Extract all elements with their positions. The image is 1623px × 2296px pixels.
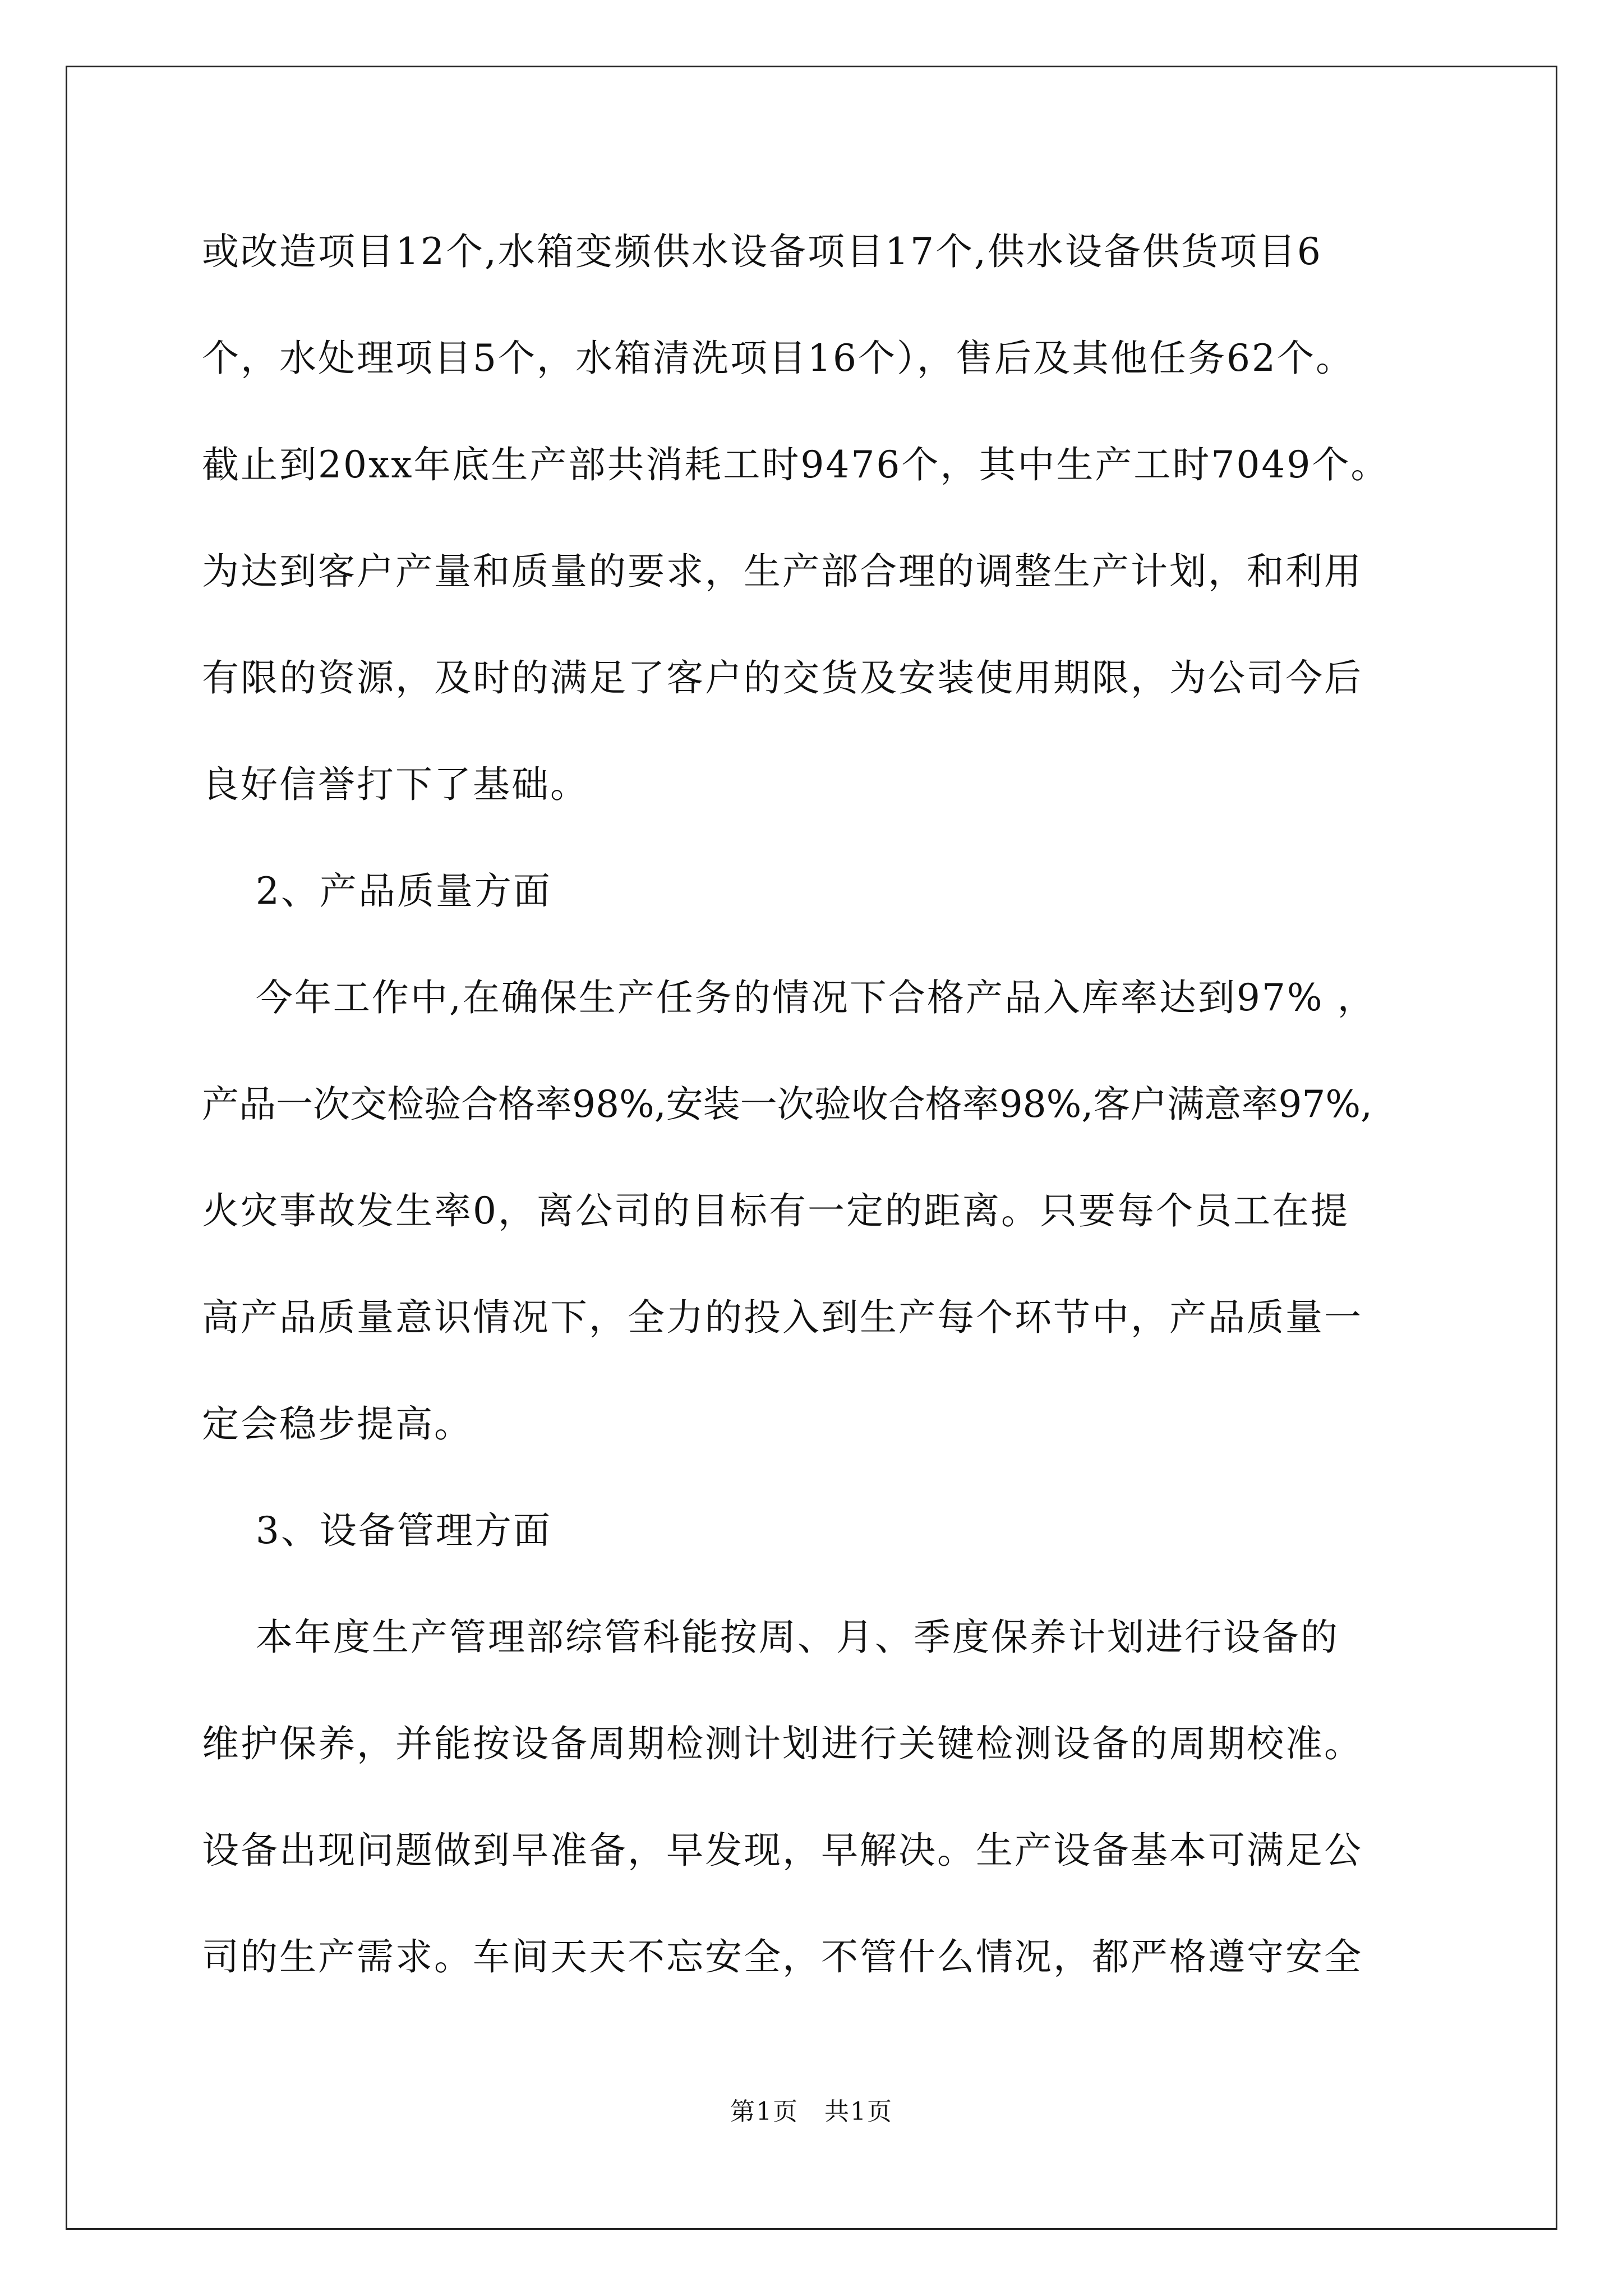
text-line: 为达到客户产量和质量的要求，生产部合理的调整生产计划，和利用 [202, 550, 1363, 593]
text-line: 火灾事故发生率0，离公司的目标有一定的距离。只要每个员工在提 [202, 1189, 1349, 1232]
text-line: 或改造项目12个,水箱变频供水设备项目17个,供水设备供货项目6 [202, 230, 1322, 273]
text-line: 截止到20xx年底生产部共消耗工时9476个，其中生产工时7049个。 [202, 443, 1390, 486]
text-line: 司的生产需求。车间天天不忘安全，不管什么情况，都严格遵守安全 [202, 1935, 1363, 1978]
text-line: 定会稳步提高。 [202, 1402, 473, 1446]
page-number-footer: 第1页 共1页 [730, 2097, 893, 2126]
text-line: 今年工作中,在确保生产任务的情况下合格产品入库率达到97% ， [202, 976, 1376, 1019]
text-line: 高产品质量意识情况下，全力的投入到生产每个环节中，产品质量一 [202, 1296, 1363, 1339]
section-heading: 2、产品质量方面 [202, 869, 552, 913]
text-line: 产品一次交检验合格率98%,安装一次验收合格率98%,客户满意率97%, [202, 1083, 1373, 1126]
text-line: 设备出现问题做到早准备，早发现，早解决。生产设备基本可满足公 [202, 1829, 1363, 1872]
text-line: 有限的资源，及时的满足了客户的交货及安装使用期限，为公司今后 [202, 656, 1363, 700]
text-line: 维护保养，并能按设备周期检测计划进行关键检测设备的周期校准。 [202, 1722, 1363, 1765]
text-line: 本年度生产管理部综管科能按周、月、季度保养计划进行设备的 [202, 1616, 1339, 1659]
section-heading: 3、设备管理方面 [202, 1509, 552, 1552]
text-line: 良好信誉打下了基础。 [202, 763, 589, 806]
text-line: 个，水处理项目5个，水箱清洗项目16个），售后及其他任务62个。 [202, 337, 1354, 380]
